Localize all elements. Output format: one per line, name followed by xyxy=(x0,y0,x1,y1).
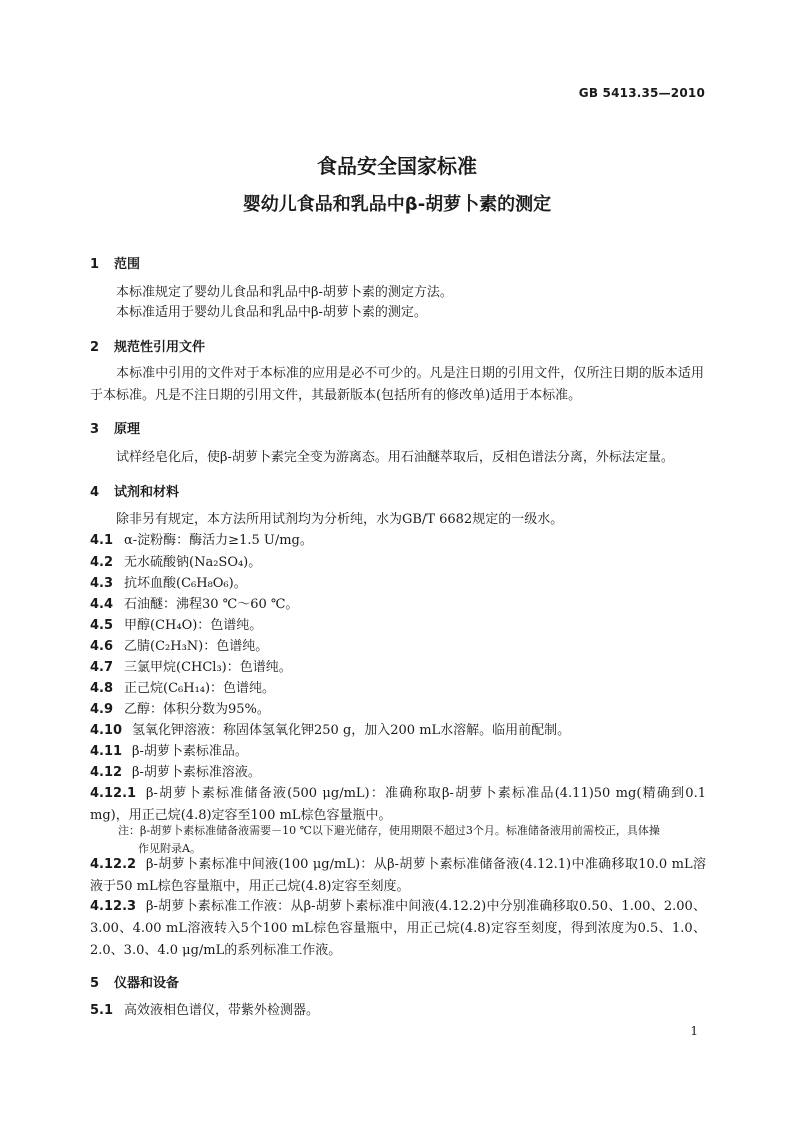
section-title: 试剂和材料 xyxy=(114,485,180,500)
list-item: 5.1 高效液相色谱仪，带紫外检测器。 xyxy=(90,1003,320,1018)
list-item: 4.12.1 β-胡萝卜素标准储备液(500 μg/mL)：准确称取β-胡萝卜素标准品(4.11)50 mg(精确到0.1 mg)，用正己烷(4.8)定容至100 mL棕色容量瓶中。 xyxy=(90,786,706,823)
note-line: 注：β-胡萝卜素标准储备液需要－10 ℃以下避光储存，使用期限不超过3个月。标准储备液用前需校正，具体操 xyxy=(118,824,660,837)
page-number: 1 xyxy=(690,1024,698,1038)
list-item: 4.12 β-胡萝卜素标准溶液。 xyxy=(90,765,261,780)
paragraph: 试样经皂化后，使β-胡萝卜素完全变为游离态。用石油醚萃取后，反相色谱法分离，外标法定量。 xyxy=(116,450,674,465)
section-heading-instruments xyxy=(90,972,179,991)
section-heading-reagents xyxy=(90,481,179,500)
section-number: 4 xyxy=(90,485,100,500)
section-heading-references xyxy=(90,336,205,355)
page-subtitle: 婴幼儿食品和乳品中β-胡萝卜素的测定 xyxy=(242,194,552,215)
section-number: 2 xyxy=(90,340,100,355)
section-title: 仪器和设备 xyxy=(114,976,180,991)
list-item: 4.3 抗坏血酸(C₆H₈O₆)。 xyxy=(90,576,247,591)
note-line: 作见附录A。 xyxy=(138,842,201,855)
list-item: 4.9 乙醇：体积分数为95%。 xyxy=(90,702,270,717)
list-item: 4.12.3 β-胡萝卜素标准工作液：从β-胡萝卜素标准中间液(4.12.2)中分别准确移取0.50、1.00、2.00、3.00、4.00 mL溶液转入5个100 mL棕色容量瓶中，用正己烷(4.8)定容至刻度，得到浓度为0.5、1.0、2.0、3.0、4.0 μg/mL的系列标准工作液。 xyxy=(90,899,706,958)
list-item: 4.5 甲醇(CH₄O)：色谱纯。 xyxy=(90,618,263,633)
list-item: 4.10 氢氧化钾溶液：称固体氢氧化钾250 g，加入200 mL水溶解。临用前配制。 xyxy=(90,723,571,738)
section-title: 原理 xyxy=(114,422,141,437)
standard-code: GB 5413.35—2010 xyxy=(578,86,705,100)
paragraph: 本标准中引用的文件对于本标准的应用是必不可少的。凡是注日期的引用文件，仅所注日期的版本适用于本标准。凡是不注日期的引用文件，其最新版本(包括所有的修改单)适用于本标准。 xyxy=(90,366,704,403)
section-number: 5 xyxy=(90,976,100,991)
section-heading-scope xyxy=(90,253,140,272)
section-heading-principle xyxy=(90,418,140,437)
section-title: 范围 xyxy=(114,257,141,272)
list-item: 4.4 石油醚：沸程30 ℃～60 ℃。 xyxy=(90,597,299,612)
list-item: 4.7 三氯甲烷(CHCl₃)：色谱纯。 xyxy=(90,660,292,675)
list-item: 4.2 无水硫酸钠(Na₂SO₄)。 xyxy=(90,555,262,570)
list-item: 4.1 α-淀粉酶：酶活力≥1.5 U/mg。 xyxy=(90,533,313,548)
list-item: 4.6 乙腈(C₂H₃N)：色谱纯。 xyxy=(90,639,269,654)
page-title: 食品安全国家标准 xyxy=(317,154,477,178)
section-number: 1 xyxy=(90,257,100,272)
section-number: 3 xyxy=(90,422,100,437)
section-title: 规范性引用文件 xyxy=(114,340,206,355)
list-item: 4.8 正己烷(C₆H₁₄)：色谱纯。 xyxy=(90,681,276,696)
list-item: 4.11 β-胡萝卜素标准品。 xyxy=(90,744,248,759)
paragraph: 除非另有规定，本方法所用试剂均为分析纯，水为GB/T 6682规定的一级水。 xyxy=(116,512,564,527)
paragraph: 本标准规定了婴幼儿食品和乳品中β-胡萝卜素的测定方法。 xyxy=(116,285,453,300)
list-item: 4.12.2 β-胡萝卜素标准中间液(100 μg/mL)：从β-胡萝卜素标准储备液(4.12.1)中准确移取10.0 mL溶液于50 mL棕色容量瓶中，用正己烷(4.8)定容至刻度。 xyxy=(90,857,706,894)
note xyxy=(118,822,706,858)
paragraph: 本标准适用于婴幼儿食品和乳品中β-胡萝卜素的测定。 xyxy=(116,305,427,320)
